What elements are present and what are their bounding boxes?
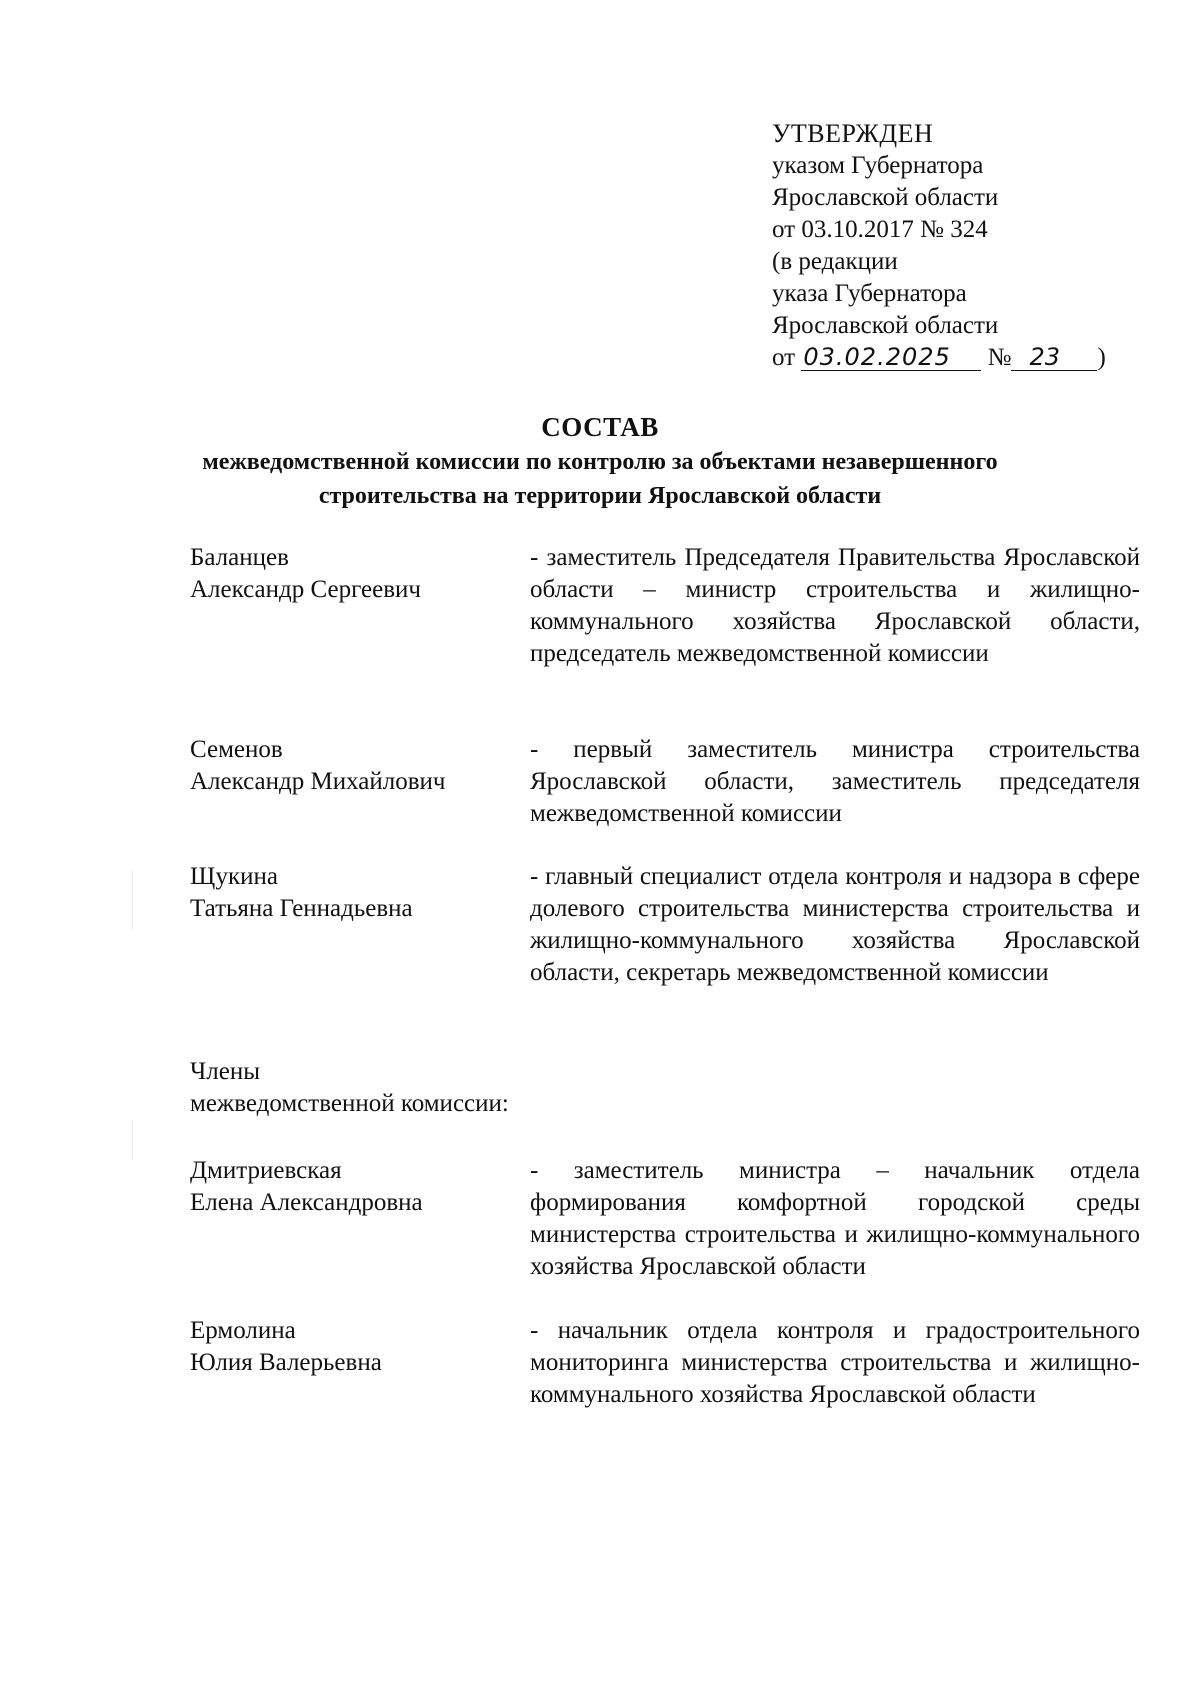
members-heading-line: межведомственной комиссии: [190,1090,509,1117]
members-heading-line: Члены [190,1058,260,1085]
person-given-names: Юлия Валерьевна [190,1349,382,1376]
number-sign: № [987,344,1012,371]
approval-line: Ярославской области [772,184,999,211]
approval-line: от 03.10.2017 № 324 [772,216,988,243]
person-given-names: Александр Михайлович [190,768,446,795]
scan-margin-mark [132,870,133,930]
person-name [190,1155,520,1219]
person-role: - главный специалист отдела контроля и надзора в сфере долевого строительства министерства строительства и жилищно-коммунального хозяйства Ярославской области, секретарь межведомственной комиссии [530,863,1140,986]
person-given-names: Александр Сергеевич [190,576,421,603]
person-name [190,861,520,925]
handwritten-date: 03.02.2025 [801,344,981,371]
approval-line: указом Губернатора [772,152,984,179]
approval-heading: УТВЕРЖДЕН [772,119,934,148]
document-title: СОСТАВ [541,412,659,442]
document-subtitle-line: строительства на территории Ярославской области [318,483,882,509]
approval-date-line [772,342,1106,374]
person-role: - заместитель министра – начальник отдела формирования комфортной городской среды министерства строительства и жилищно-коммунального хозяйства Ярославской области [530,1157,1140,1280]
person-surname: Семенов [190,736,283,763]
person-surname: Баланцев [190,544,289,571]
closing-paren: ) [1097,344,1106,371]
document-title-block [150,410,1050,512]
person-role: - начальник отдела контроля и градостроительного мониторинга министерства строительства и жилищно-коммунального хозяйства Ярославской области [530,1317,1140,1408]
approval-line: указа Губернатора [772,280,967,307]
handwritten-number: 23 [1011,344,1097,371]
person-name [190,1315,520,1379]
person-surname: Дмитриевская [190,1157,342,1184]
approval-line: Ярославской области [772,312,999,339]
members-heading [190,1056,509,1120]
person-role: - заместитель Председателя Правительства Ярославской области – министр строительства и жилищно-коммунального хозяйства Ярославской области, председатель межведомственной комиссии [530,544,1140,667]
person-name [190,734,520,798]
person-name [190,542,520,606]
person-given-names: Елена Александровна [190,1189,423,1216]
person-surname: Ермолина [190,1317,296,1344]
approval-line: (в редакции [772,248,898,275]
date-prefix: от [772,344,796,371]
document-subtitle-line: межведомственной комиссии по контролю за объектами незавершенного [202,449,998,475]
scan-margin-mark [132,1120,133,1160]
person-given-names: Татьяна Геннадьевна [190,895,413,922]
approval-stamp [772,118,1106,374]
person-role: - первый заместитель министра строительства Ярославской области, заместитель председателя межведомственной комиссии [530,736,1140,827]
person-surname: Щукина [190,863,279,890]
